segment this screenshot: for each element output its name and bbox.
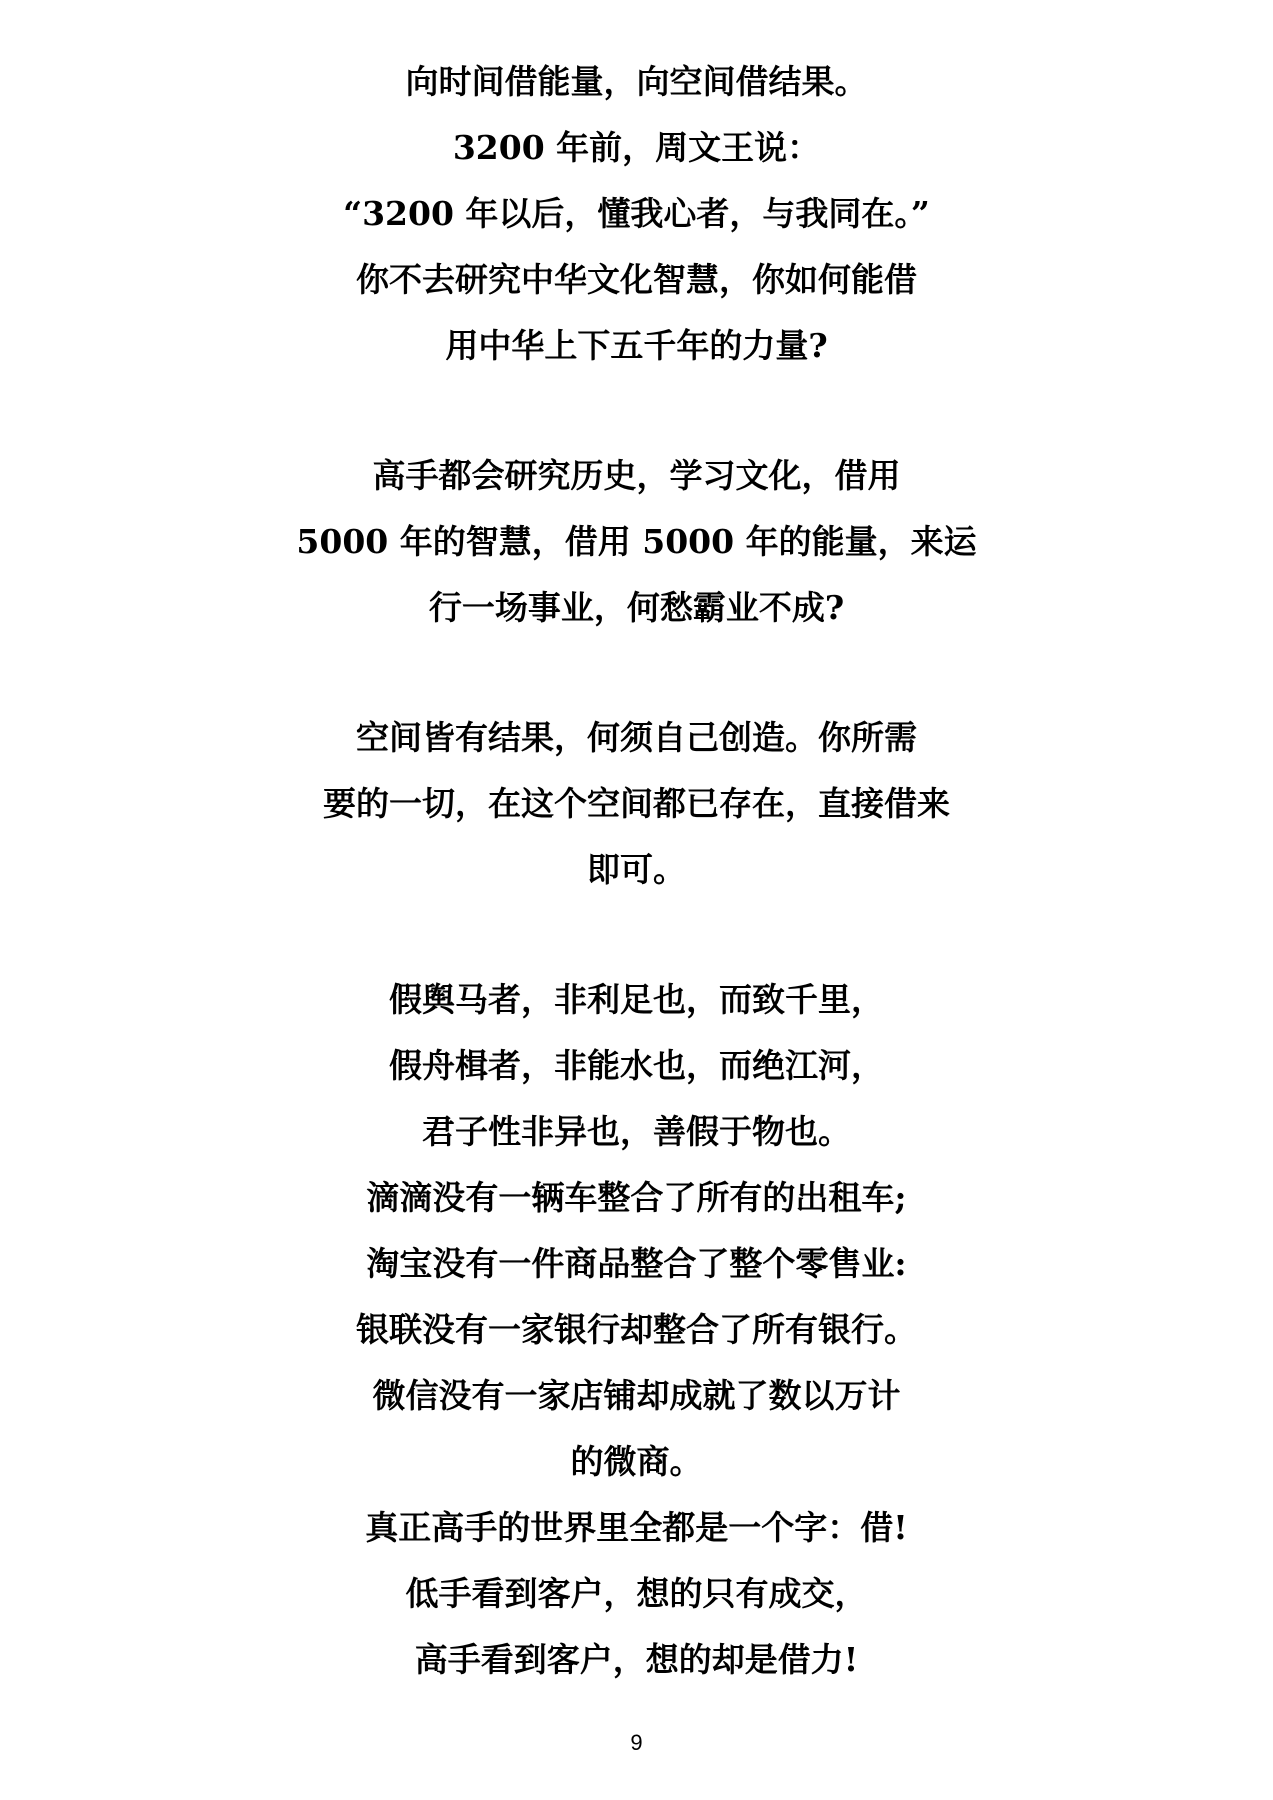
text-line-10: 要的一切，在这个空间都已存在，直接借来 xyxy=(323,784,950,823)
text-line-15: 滴滴没有一辆车整合了所有的出租车; xyxy=(366,1178,907,1217)
text-line-12: 假舆马者，非利足也，而致千里， xyxy=(389,980,884,1019)
text-line-22: 高手看到客户，想的却是借力! xyxy=(414,1640,859,1679)
text-line-18: 微信没有一家店铺却成就了数以万计 xyxy=(372,1376,901,1415)
text-line-14: 君子性非异也，善假于物也。 xyxy=(422,1112,851,1151)
text-line-8: 行一场事业，何愁霸业不成? xyxy=(428,588,845,627)
text-line-13: 假舟楫者，非能水也，而绝江河， xyxy=(389,1046,884,1085)
text-line-9: 空间皆有结果，何须自己创造。你所需 xyxy=(356,718,917,757)
text-line-21: 低手看到客户，想的只有成交， xyxy=(405,1574,868,1613)
page-number: 9 xyxy=(630,1730,643,1755)
text-line-5: 用中华上下五千年的力量? xyxy=(445,326,828,365)
text-line-3: “3200 年以后，懂我心者，与我同在。” xyxy=(343,194,930,233)
text-line-4: 你不去研究中华文化智慧，你如何能借 xyxy=(356,260,917,299)
text-line-20: 真正高手的世界里全都是一个字：借! xyxy=(365,1508,908,1547)
text-line-11: 即可。 xyxy=(587,850,686,889)
text-line-2: 3200 年前，周文王说： xyxy=(452,128,821,167)
text-line-16: 淘宝没有一件商品整合了整个零售业: xyxy=(366,1244,907,1283)
text-line-19: 的微商。 xyxy=(570,1442,703,1481)
text-line-6: 高手都会研究历史，学习文化，借用 xyxy=(372,456,901,495)
text-line-17: 银联没有一家银行却整合了所有银行。 xyxy=(356,1310,917,1349)
text-line-7: 5000 年的智慧，借用 5000 年的能量，来运 xyxy=(296,522,977,561)
text-line-1: 向时间借能量，向空间借结果。 xyxy=(405,62,868,101)
